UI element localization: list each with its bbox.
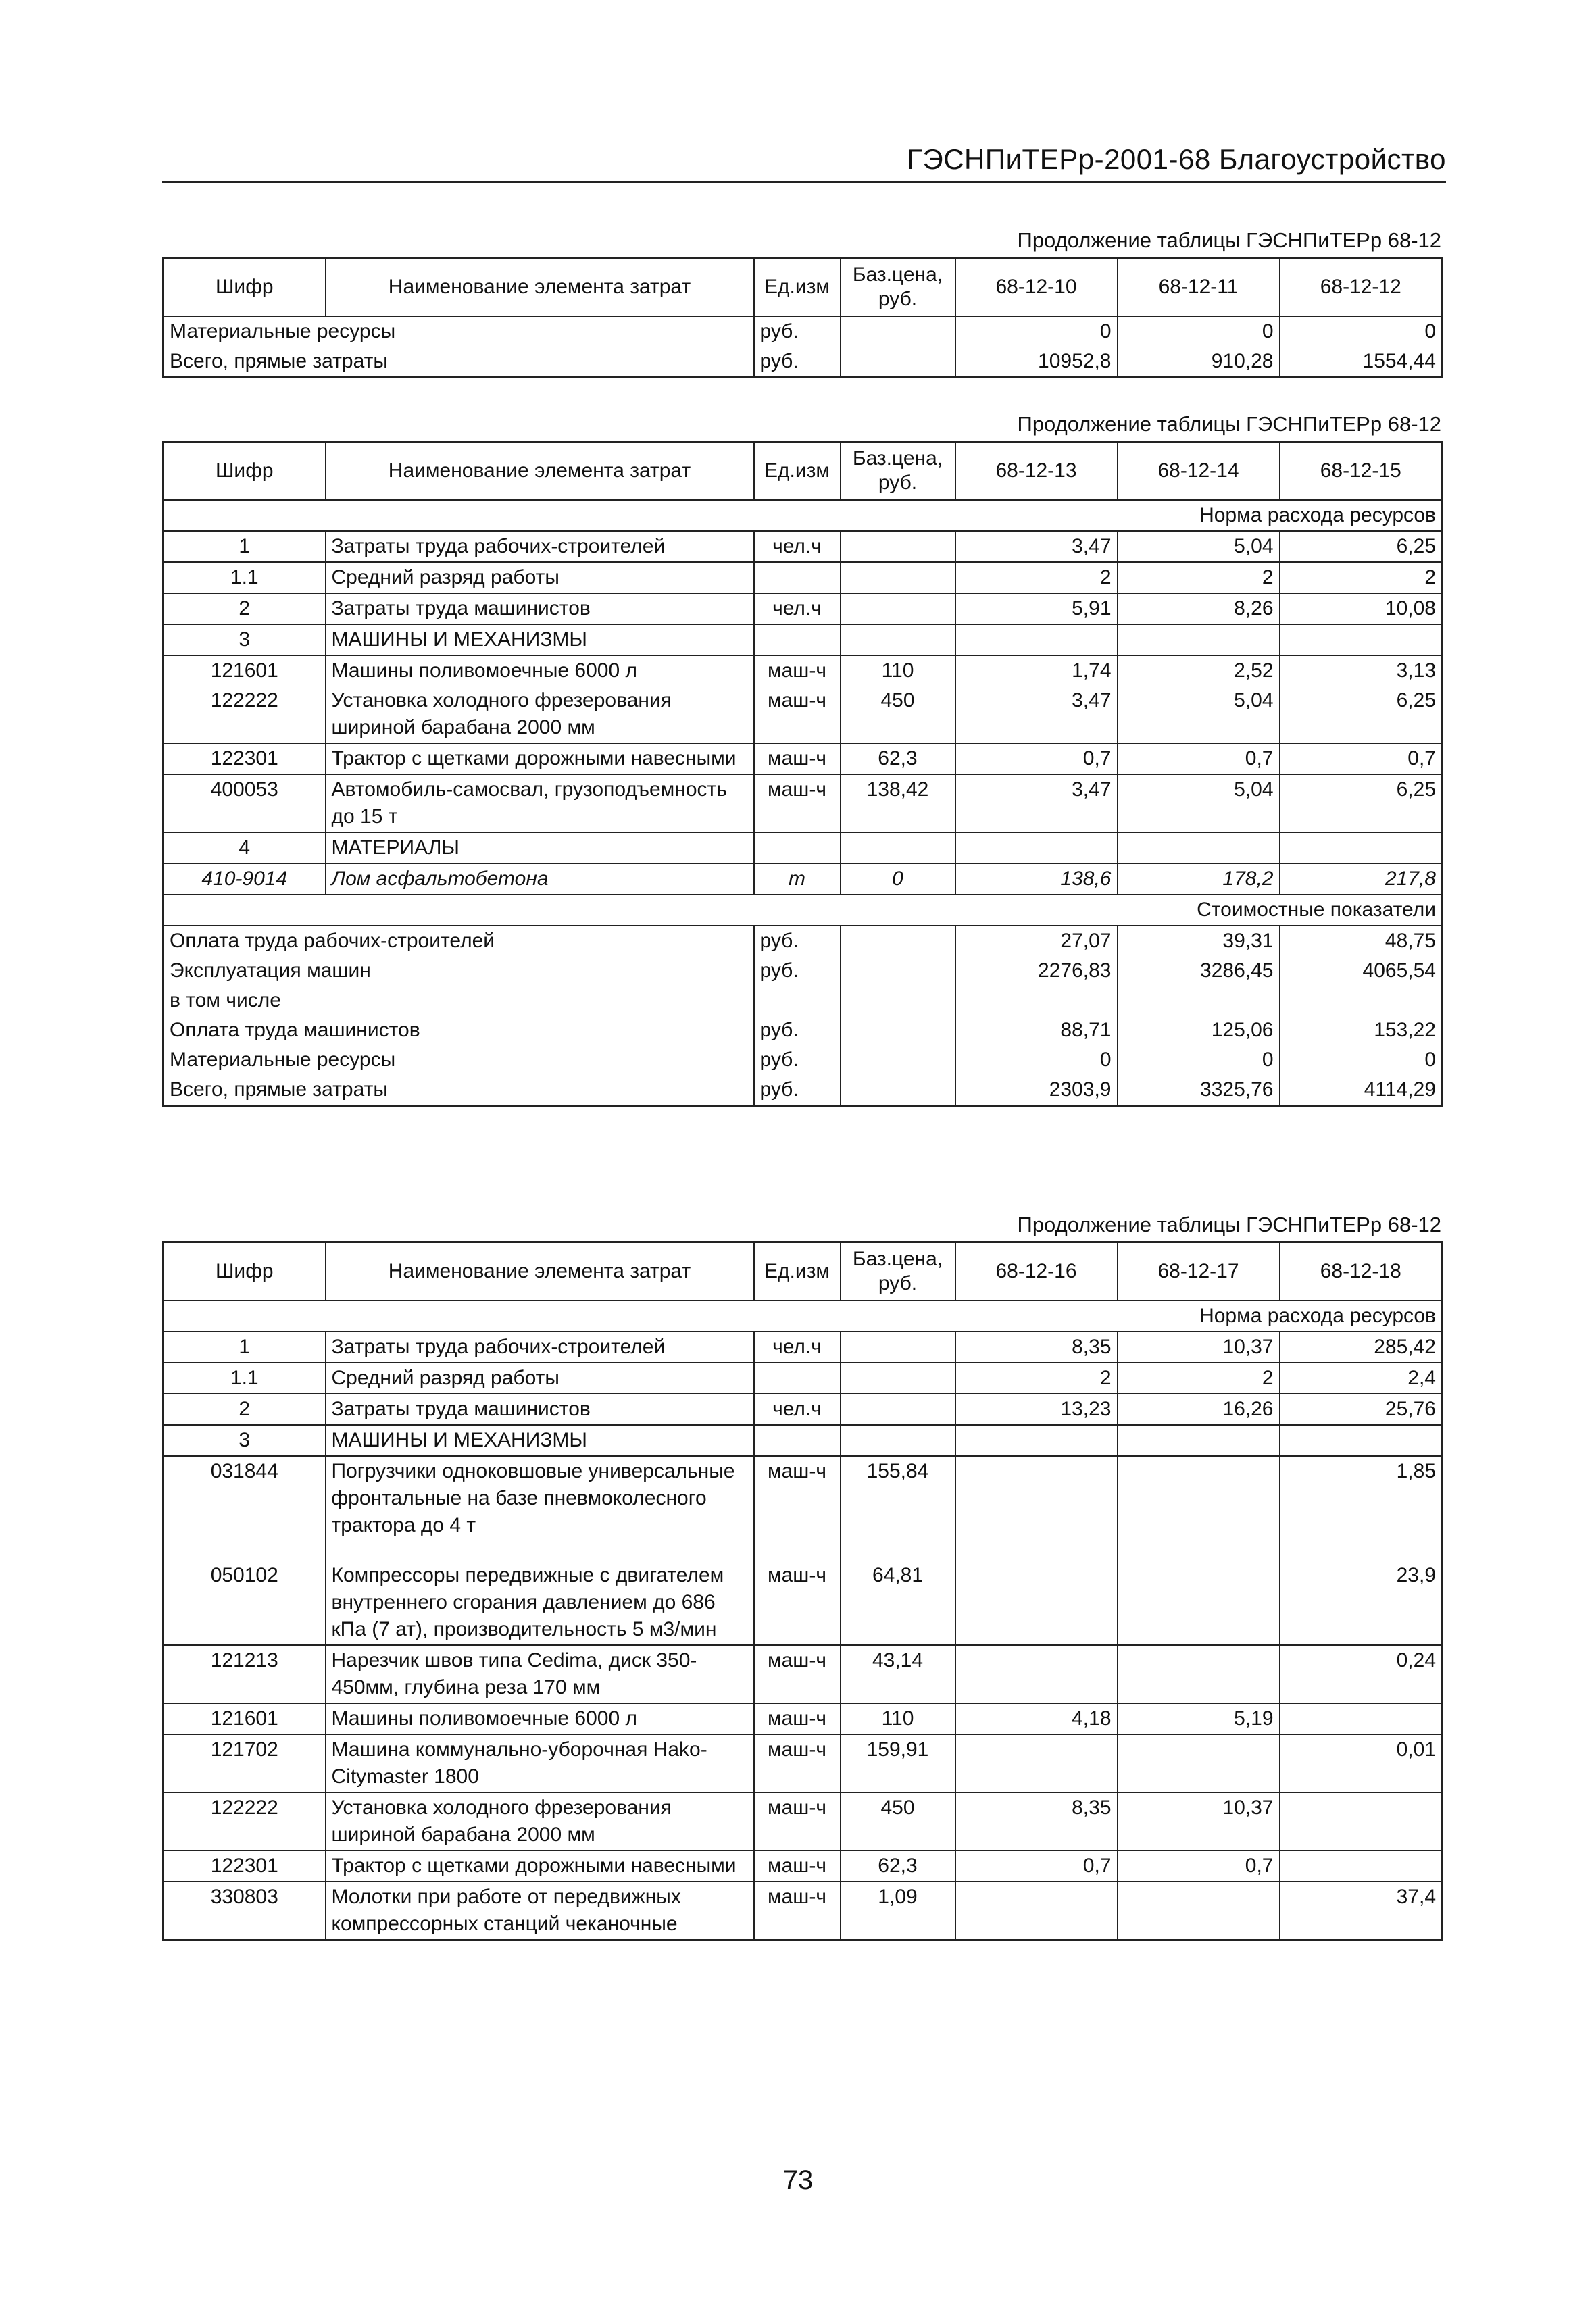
row-value: 23,9 — [1280, 1561, 1443, 1645]
row-value: 5,91 — [955, 593, 1118, 624]
row-name: Автомобиль-самосвал, грузоподъемность до 15 т — [326, 774, 754, 832]
row-unit: чел.ч — [754, 531, 841, 562]
totals-label: Материальные ресурсы — [164, 316, 754, 347]
row-name: Машины поливомоечные 6000 л — [326, 655, 754, 686]
norm-band: Норма расхода ресурсов — [164, 1301, 1443, 1332]
row-value: 0,7 — [1280, 743, 1443, 774]
row-value: 6,25 — [1280, 686, 1443, 743]
row-unit: чел.ч — [754, 593, 841, 624]
row-name: Машина коммунально-уборочная Hako-Citymaster 1800 — [326, 1734, 754, 1792]
totals-label: Оплата труда машинистов — [164, 1015, 754, 1045]
row-value — [955, 832, 1118, 863]
row-value — [1118, 832, 1280, 863]
row-value: 5,19 — [1118, 1703, 1280, 1734]
row-code: 400053 — [164, 774, 326, 832]
row-code: 3 — [164, 624, 326, 655]
totals-value: 10952,8 — [955, 347, 1118, 378]
table-row — [164, 593, 1443, 624]
totals-price — [841, 956, 955, 986]
row-value: 138,6 — [955, 863, 1118, 895]
row-value — [1118, 1645, 1280, 1703]
totals-label: Оплата труда рабочих-строителей — [164, 926, 754, 956]
totals-unit: руб. — [754, 316, 841, 347]
row-value — [1118, 1882, 1280, 1940]
col-header-code: Шифр — [164, 1242, 326, 1301]
totals-value: 153,22 — [1280, 1015, 1443, 1045]
row-unit: т — [754, 863, 841, 895]
row-value — [955, 1645, 1118, 1703]
row-value: 2 — [1118, 562, 1280, 593]
row-name: Трактор с щетками дорожными навесными — [326, 743, 754, 774]
row-price: 62,3 — [841, 743, 955, 774]
row-value: 6,25 — [1280, 531, 1443, 562]
col-header-id: 68-12-13 — [955, 442, 1118, 501]
norm-band: Норма расхода ресурсов — [164, 500, 1443, 531]
row-value: 16,26 — [1118, 1394, 1280, 1425]
row-name: Молотки при работе от передвижных компрессорных станций чеканочные — [326, 1882, 754, 1940]
col-header-name: Наименование элемента затрат — [326, 442, 754, 501]
row-value — [955, 1561, 1118, 1645]
row-code: 121601 — [164, 1703, 326, 1734]
table-continuation-label: Продолжение таблицы ГЭСНПиТЕРр 68-12 — [1017, 412, 1441, 436]
row-name: Компрессоры передвижные с двигателем внутреннего сгорания давлением до 686 кПа (7 ат), производительность 5 м3/мин — [326, 1561, 754, 1645]
row-value: 5,04 — [1118, 531, 1280, 562]
totals-value — [955, 986, 1118, 1015]
cost-table-2 — [162, 441, 1443, 1107]
row-code: 050102 — [164, 1561, 326, 1645]
col-header-unit: Ед.изм — [754, 1242, 841, 1301]
table-row — [164, 1425, 1443, 1456]
totals-value: 88,71 — [955, 1015, 1118, 1045]
col-header-unit: Ед.изм — [754, 258, 841, 317]
row-value: 1,85 — [1280, 1456, 1443, 1561]
col-header-name: Наименование элемента затрат — [326, 258, 754, 317]
totals-value: 0 — [1280, 1045, 1443, 1075]
totals-value: 4114,29 — [1280, 1075, 1443, 1106]
row-value: 8,26 — [1118, 593, 1280, 624]
row-value — [1280, 1703, 1443, 1734]
table-row — [164, 1332, 1443, 1363]
totals-row — [164, 1015, 1443, 1045]
row-name: Лом асфальтобетона — [326, 863, 754, 895]
row-code: 1.1 — [164, 562, 326, 593]
totals-value: 910,28 — [1118, 347, 1280, 378]
row-price: 64,81 — [841, 1561, 955, 1645]
totals-label: Материальные ресурсы — [164, 1045, 754, 1075]
row-code: 2 — [164, 593, 326, 624]
row-value — [955, 1734, 1118, 1792]
row-price: 450 — [841, 1792, 955, 1851]
row-name: Затраты труда рабочих-строителей — [326, 531, 754, 562]
table-row — [164, 1456, 1443, 1561]
col-header-code: Шифр — [164, 258, 326, 317]
cost-band: Стоимостные показатели — [164, 895, 1443, 926]
row-unit — [754, 562, 841, 593]
row-name: Затраты труда рабочих-строителей — [326, 1332, 754, 1363]
row-code: 1 — [164, 1332, 326, 1363]
row-unit: маш-ч — [754, 743, 841, 774]
col-header-name: Наименование элемента затрат — [326, 1242, 754, 1301]
totals-price — [841, 1045, 955, 1075]
totals-row — [164, 956, 1443, 986]
row-name: Средний разряд работы — [326, 1363, 754, 1394]
totals-price — [841, 1075, 955, 1106]
row-value: 4,18 — [955, 1703, 1118, 1734]
totals-price — [841, 1015, 955, 1045]
row-name: Погрузчики одноковшовые универсальные фронтальные на базе пневмоколесного трактора до 4 т — [326, 1456, 754, 1561]
row-value: 13,23 — [955, 1394, 1118, 1425]
table-row — [164, 774, 1443, 832]
row-value: 5,04 — [1118, 774, 1280, 832]
page-number: 73 — [782, 2165, 814, 2195]
col-header-price: Баз.цена, руб. — [841, 1242, 955, 1301]
row-name: МАШИНЫ И МЕХАНИЗМЫ — [326, 624, 754, 655]
row-price — [841, 1332, 955, 1363]
table-row — [164, 1645, 1443, 1703]
row-value: 10,37 — [1118, 1332, 1280, 1363]
row-value — [1280, 1851, 1443, 1882]
col-header-id: 68-12-17 — [1118, 1242, 1280, 1301]
row-code: 121601 — [164, 655, 326, 686]
row-price — [841, 1394, 955, 1425]
table-row — [164, 562, 1443, 593]
row-name: Машины поливомоечные 6000 л — [326, 1703, 754, 1734]
row-value: 285,42 — [1280, 1332, 1443, 1363]
row-value: 2 — [955, 562, 1118, 593]
row-value — [1280, 1792, 1443, 1851]
cost-table-3 — [162, 1241, 1443, 1941]
col-header-id: 68-12-11 — [1118, 258, 1280, 317]
row-value: 2 — [1280, 562, 1443, 593]
totals-value — [1280, 986, 1443, 1015]
row-price: 138,42 — [841, 774, 955, 832]
totals-unit: руб. — [754, 1045, 841, 1075]
row-value — [955, 624, 1118, 655]
row-price — [841, 1363, 955, 1394]
col-header-price: Баз.цена, руб. — [841, 442, 955, 501]
row-value: 0,01 — [1280, 1734, 1443, 1792]
row-code: 3 — [164, 1425, 326, 1456]
row-code: 122222 — [164, 1792, 326, 1851]
table-continuation-label: Продолжение таблицы ГЭСНПиТЕРр 68-12 — [1017, 228, 1441, 252]
totals-value: 27,07 — [955, 926, 1118, 956]
row-value: 2,52 — [1118, 655, 1280, 686]
row-value — [1118, 1456, 1280, 1561]
table-row — [164, 624, 1443, 655]
col-header-id: 68-12-12 — [1280, 258, 1443, 317]
row-name: Затраты труда машинистов — [326, 593, 754, 624]
table-row — [164, 1561, 1443, 1645]
totals-unit — [754, 986, 841, 1015]
row-price: 0 — [841, 863, 955, 895]
row-name: Средний разряд работы — [326, 562, 754, 593]
row-value: 0,7 — [1118, 1851, 1280, 1882]
row-value: 3,47 — [955, 531, 1118, 562]
row-value — [1280, 1425, 1443, 1456]
totals-row — [164, 1075, 1443, 1106]
totals-unit: руб. — [754, 1015, 841, 1045]
row-value: 0,7 — [955, 743, 1118, 774]
row-value: 6,25 — [1280, 774, 1443, 832]
row-value: 8,35 — [955, 1792, 1118, 1851]
cost-table-1 — [162, 257, 1443, 378]
row-price: 43,14 — [841, 1645, 955, 1703]
row-value: 3,47 — [955, 774, 1118, 832]
totals-unit: руб. — [754, 956, 841, 986]
row-unit: чел.ч — [754, 1332, 841, 1363]
totals-unit: руб. — [754, 1075, 841, 1106]
row-unit: маш-ч — [754, 1456, 841, 1561]
totals-price — [841, 316, 955, 347]
row-price: 159,91 — [841, 1734, 955, 1792]
row-value — [1118, 624, 1280, 655]
totals-price — [841, 926, 955, 956]
table-row — [164, 863, 1443, 895]
row-value — [1280, 832, 1443, 863]
totals-row — [164, 926, 1443, 956]
row-price — [841, 562, 955, 593]
table-row — [164, 1394, 1443, 1425]
row-unit — [754, 832, 841, 863]
totals-value: 39,31 — [1118, 926, 1280, 956]
running-header: ГЭСНПиТЕРр-2001-68 Благоустройство — [162, 143, 1446, 183]
row-code: 1 — [164, 531, 326, 562]
totals-label: Всего, прямые затраты — [164, 1075, 754, 1106]
row-code: 122301 — [164, 1851, 326, 1882]
row-unit — [754, 1363, 841, 1394]
table-row — [164, 1792, 1443, 1851]
row-value: 0,7 — [955, 1851, 1118, 1882]
table-row — [164, 743, 1443, 774]
totals-value: 0 — [955, 1045, 1118, 1075]
row-value: 5,04 — [1118, 686, 1280, 743]
row-value — [1118, 1425, 1280, 1456]
col-header-unit: Ед.изм — [754, 442, 841, 501]
row-unit: маш-ч — [754, 1792, 841, 1851]
row-value: 2 — [1118, 1363, 1280, 1394]
table-row — [164, 1851, 1443, 1882]
row-value: 178,2 — [1118, 863, 1280, 895]
row-name: Установка холодного фрезерования шириной барабана 2000 мм — [326, 1792, 754, 1851]
totals-value: 4065,54 — [1280, 956, 1443, 986]
row-value — [955, 1882, 1118, 1940]
table-row — [164, 686, 1443, 743]
row-name: Трактор с щетками дорожными навесными — [326, 1851, 754, 1882]
row-unit: маш-ч — [754, 1734, 841, 1792]
row-value — [1118, 1734, 1280, 1792]
row-code: 031844 — [164, 1456, 326, 1561]
totals-label: в том числе — [164, 986, 754, 1015]
row-value: 37,4 — [1280, 1882, 1443, 1940]
row-price: 155,84 — [841, 1456, 955, 1561]
col-header-id: 68-12-15 — [1280, 442, 1443, 501]
totals-unit: руб. — [754, 926, 841, 956]
row-value — [955, 1425, 1118, 1456]
table-row — [164, 1703, 1443, 1734]
row-unit: маш-ч — [754, 1561, 841, 1645]
col-header-id: 68-12-14 — [1118, 442, 1280, 501]
totals-label: Всего, прямые затраты — [164, 347, 754, 378]
totals-value: 3286,45 — [1118, 956, 1280, 986]
totals-unit: руб. — [754, 347, 841, 378]
table-row — [164, 531, 1443, 562]
totals-row — [164, 316, 1443, 347]
row-price: 450 — [841, 686, 955, 743]
table-row — [164, 655, 1443, 686]
row-unit: маш-ч — [754, 655, 841, 686]
row-value: 25,76 — [1280, 1394, 1443, 1425]
row-unit: чел.ч — [754, 1394, 841, 1425]
row-value: 3,13 — [1280, 655, 1443, 686]
row-value — [1280, 624, 1443, 655]
row-value: 217,8 — [1280, 863, 1443, 895]
row-code: 1.1 — [164, 1363, 326, 1394]
table-row — [164, 1734, 1443, 1792]
row-code: 330803 — [164, 1882, 326, 1940]
totals-value: 125,06 — [1118, 1015, 1280, 1045]
row-unit — [754, 1425, 841, 1456]
row-name: Установка холодного фрезерования шириной барабана 2000 мм — [326, 686, 754, 743]
totals-label: Эксплуатация машин — [164, 956, 754, 986]
row-code: 2 — [164, 1394, 326, 1425]
totals-value: 0 — [1118, 1045, 1280, 1075]
row-price: 1,09 — [841, 1882, 955, 1940]
row-code: 4 — [164, 832, 326, 863]
row-code: 122222 — [164, 686, 326, 743]
row-name: Нарезчик швов типа Cedima, диск 350-450мм, глубина реза 170 мм — [326, 1645, 754, 1703]
totals-value — [1118, 986, 1280, 1015]
row-unit: маш-ч — [754, 1851, 841, 1882]
table-row — [164, 832, 1443, 863]
totals-row — [164, 986, 1443, 1015]
row-unit: маш-ч — [754, 1645, 841, 1703]
totals-value: 0 — [1280, 316, 1443, 347]
row-price — [841, 1425, 955, 1456]
row-value — [955, 1456, 1118, 1561]
row-price: 110 — [841, 1703, 955, 1734]
row-value: 0,24 — [1280, 1645, 1443, 1703]
row-unit: маш-ч — [754, 1882, 841, 1940]
row-price — [841, 593, 955, 624]
table-continuation-label: Продолжение таблицы ГЭСНПиТЕРр 68-12 — [1017, 1213, 1441, 1236]
row-price: 62,3 — [841, 1851, 955, 1882]
row-name: Затраты труда машинистов — [326, 1394, 754, 1425]
row-unit: маш-ч — [754, 774, 841, 832]
row-unit: маш-ч — [754, 1703, 841, 1734]
row-unit — [754, 624, 841, 655]
row-price: 110 — [841, 655, 955, 686]
totals-value: 0 — [955, 316, 1118, 347]
row-code: 121213 — [164, 1645, 326, 1703]
row-value: 10,08 — [1280, 593, 1443, 624]
row-value: 2,4 — [1280, 1363, 1443, 1394]
row-name: МАШИНЫ И МЕХАНИЗМЫ — [326, 1425, 754, 1456]
row-price — [841, 832, 955, 863]
col-header-price: Баз.цена, руб. — [841, 258, 955, 317]
col-header-id: 68-12-10 — [955, 258, 1118, 317]
row-value: 1,74 — [955, 655, 1118, 686]
totals-value: 0 — [1118, 316, 1280, 347]
row-price — [841, 624, 955, 655]
table-row — [164, 1882, 1443, 1940]
row-name: МАТЕРИАЛЫ — [326, 832, 754, 863]
totals-price — [841, 347, 955, 378]
totals-price — [841, 986, 955, 1015]
row-unit: маш-ч — [754, 686, 841, 743]
row-value: 8,35 — [955, 1332, 1118, 1363]
row-value: 10,37 — [1118, 1792, 1280, 1851]
totals-row — [164, 347, 1443, 378]
col-header-id: 68-12-18 — [1280, 1242, 1443, 1301]
row-value — [1118, 1561, 1280, 1645]
totals-value: 3325,76 — [1118, 1075, 1280, 1106]
col-header-id: 68-12-16 — [955, 1242, 1118, 1301]
row-code: 121702 — [164, 1734, 326, 1792]
col-header-code: Шифр — [164, 442, 326, 501]
row-code: 410-9014 — [164, 863, 326, 895]
row-price — [841, 531, 955, 562]
row-value: 2 — [955, 1363, 1118, 1394]
row-value: 3,47 — [955, 686, 1118, 743]
totals-row — [164, 1045, 1443, 1075]
totals-value: 2276,83 — [955, 956, 1118, 986]
table-row — [164, 1363, 1443, 1394]
row-value: 0,7 — [1118, 743, 1280, 774]
totals-value: 48,75 — [1280, 926, 1443, 956]
row-code: 122301 — [164, 743, 326, 774]
totals-value: 2303,9 — [955, 1075, 1118, 1106]
totals-value: 1554,44 — [1280, 347, 1443, 378]
